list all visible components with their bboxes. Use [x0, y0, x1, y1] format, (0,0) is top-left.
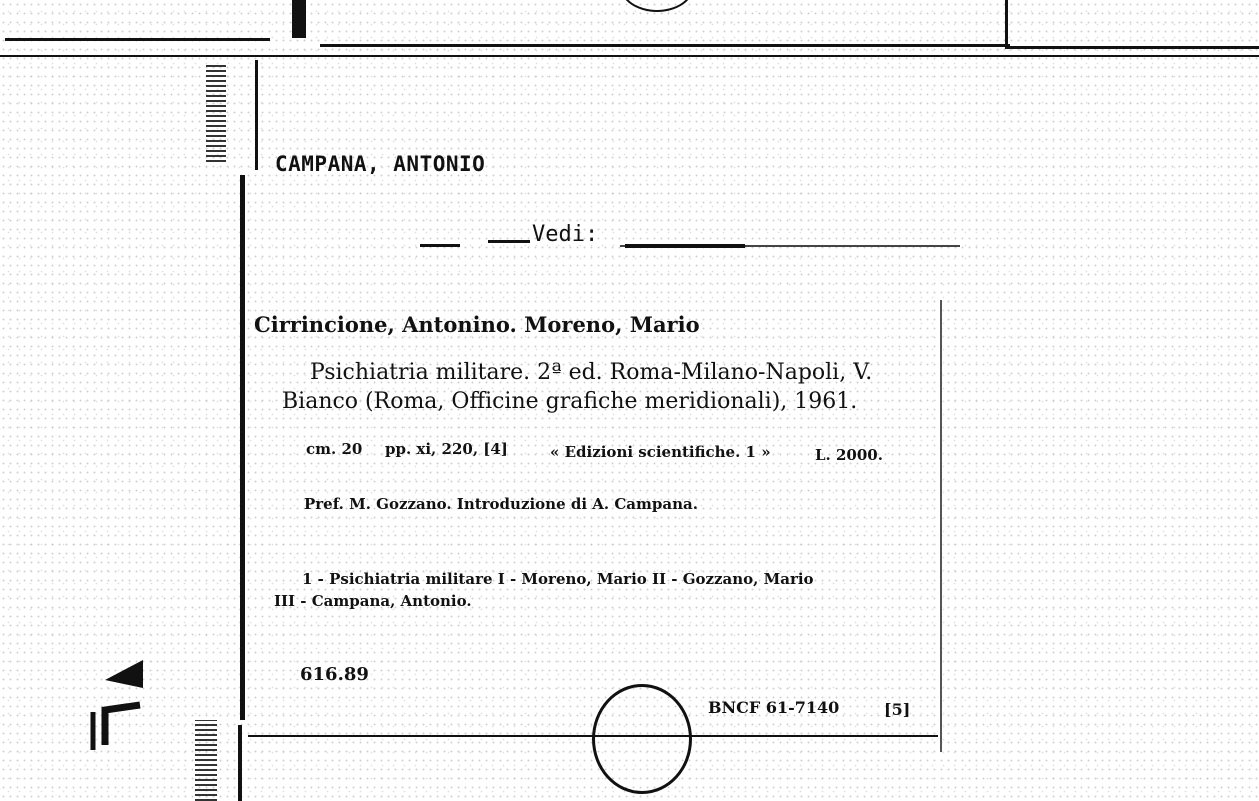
- collation-price: L. 2000.: [815, 446, 883, 464]
- binding-edge-upper: [240, 175, 245, 720]
- vedi-underline-2: [488, 240, 530, 243]
- top-rule-right: [1005, 46, 1259, 49]
- bncf-number: BNCF 61-7140: [708, 698, 840, 717]
- top-stamp-fragment: [620, 0, 694, 12]
- collation-size: cm. 20: [306, 440, 363, 458]
- heading-name: CAMPANA, ANTONIO: [275, 152, 486, 176]
- card-count: [5]: [884, 700, 911, 719]
- collation-pages: pp. xi, 220, [4]: [385, 440, 508, 458]
- vedi-rule: [625, 244, 745, 248]
- top-tab-mark: [292, 0, 306, 38]
- binding-texture: [206, 62, 226, 162]
- tracings-line-2: III - Campana, Antonio.: [274, 592, 472, 610]
- binding-edge-top: [255, 60, 258, 170]
- note-line: Pref. M. Gozzano. Introduzione di A. Campana.: [304, 495, 698, 513]
- library-stamp-circle: [592, 684, 692, 794]
- classification-number: 616.89: [300, 664, 369, 685]
- top-rule-main: [320, 44, 1010, 47]
- handwritten-mark-icon: [85, 650, 155, 760]
- title-line-2: Bianco (Roma, Officine grafiche meridionali), 1961.: [282, 389, 858, 414]
- card-inner-right: [940, 300, 942, 752]
- top-rule-left: [5, 38, 270, 41]
- top-right-tick: [1005, 0, 1008, 48]
- title-line-1: Psichiatria militare. 2ª ed. Roma-Milano-Napoli, V.: [310, 360, 873, 385]
- authors-line: Cirrincione, Antonino. Moreno, Mario: [254, 312, 700, 337]
- tracings-line-1: 1 - Psichiatria militare I - Moreno, Mario II - Gozzano, Mario: [302, 570, 814, 588]
- collation-series: « Edizioni scientifiche. 1 »: [550, 443, 771, 461]
- binding-texture-lower: [195, 720, 217, 801]
- frame-rule: [0, 55, 1259, 57]
- binding-edge-lower: [238, 725, 242, 801]
- vedi-underline-1: [420, 244, 460, 247]
- vedi-label: Vedi:: [532, 222, 599, 247]
